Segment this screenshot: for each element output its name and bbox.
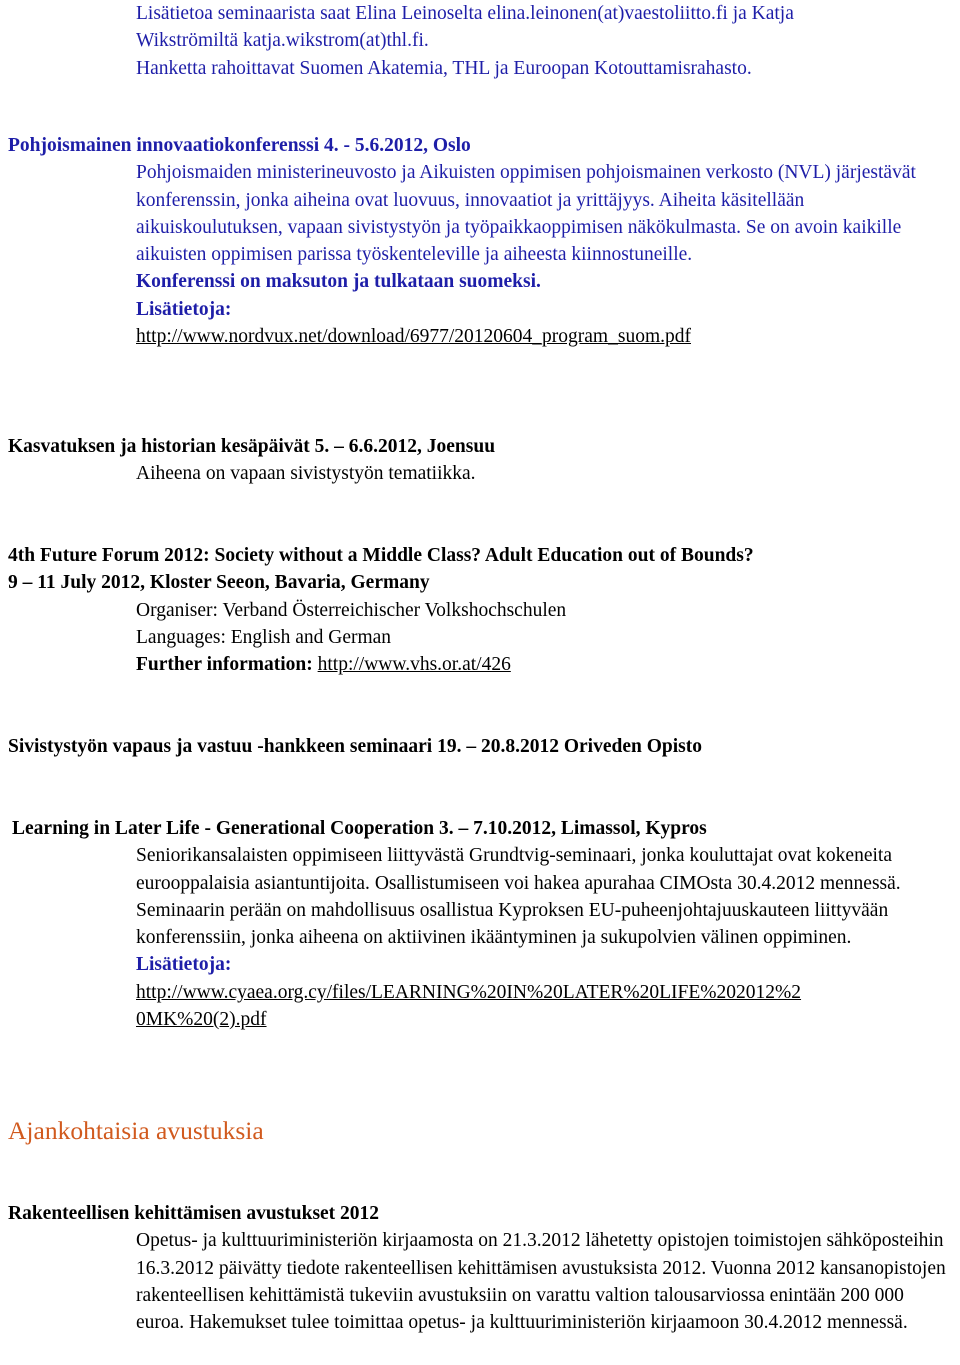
further-info-label: Further information: <box>136 654 313 676</box>
event-title: Pohjoismainen innovaatiokonferenssi 4. - 5.6.2012, Oslo <box>8 135 471 156</box>
event-education-history <box>8 433 958 488</box>
event-link-line-2[interactable]: 0MK%20(2).pdf <box>136 1009 267 1031</box>
event-title: Kasvatuksen ja historian kesäpäivät 5. – 6.6.2012, Joensuu <box>8 436 496 457</box>
grant-text-1: Opetus- ja kulttuuriministeriön kirjaamosta on 21.3.2012 lähetetty opistojen toimistojen sähköposteihin 16.3.2012 päivätty tiedote rakenteellisen kehittämisen avustuksista 2012. <box>136 1230 944 1279</box>
event-title: 4th Future Forum 2012: Society without a Middle Class? Adult Education out of Bounds? <box>8 545 754 566</box>
grant-title: Rakenteellisen kehittämisen avustukset 2012 <box>8 1203 380 1224</box>
event-learning-later-life <box>12 815 960 1033</box>
section-grants <box>8 1116 958 1146</box>
event-link-line-1[interactable]: http://www.cyaea.org.cy/files/LEARNING%20IN%20LATER%20LIFE%202012%2 <box>136 981 802 1003</box>
event-title: Learning in Later Life - Generational Cooperation 3. – 7.10.2012, Limassol, Kypros <box>12 818 707 839</box>
event-body <box>8 159 936 350</box>
event-link[interactable]: http://www.nordvux.net/download/6977/20120604_program_suom.pdf <box>136 326 691 348</box>
event-subtitle: 9 – 11 July 2012, Kloster Seeon, Bavaria, Germany <box>8 572 430 594</box>
event-future-forum <box>8 542 958 678</box>
event-text-1: Seniorikansalaisten oppimiseen liittyvästä Grundtvig-seminaari, jonka kouluttajat ovat kokeneita eurooppalaisia asiantuntijoita. <box>136 845 892 894</box>
grant-text-3: Hakemukset tulee toimittaa opetus- ja kulttuuriministeriön kirjaamoon 30.4.2012 mennessä. <box>189 1312 908 1334</box>
section-title: Ajankohtaisia avustuksia <box>8 1116 264 1145</box>
event-text-1: Pohjoismaiden ministerineuvosto ja Aikuisten oppimisen pohjoismainen verkosto (NVL) järjestävät konferenssin, jonka aiheina ovat luovuus, innovaatiot ja yrittäjyys. <box>136 162 916 211</box>
event-text-3: Se on avoin kaikille aikuisten oppimisen parissa työskenteleville ja aiheesta kiinnostuneille. <box>136 216 902 266</box>
event-text-3: Seminaarin perään on mahdollisuus osallistua Kyproksen EU-puheenjohtajuuskauteen liittyvään konferenssiin, jonka aiheena on aktiivinen ikääntyminen ja sukupolvien välinen oppiminen. <box>136 899 889 949</box>
event-link[interactable]: http://www.vhs.or.at/426 <box>317 654 511 676</box>
more-info-label: Lisätietoja: <box>136 298 232 320</box>
more-info-label: Lisätietoja: <box>136 954 232 976</box>
event-languages: Languages: English and German <box>136 626 392 648</box>
event-free-note: Konferenssi on maksuton ja tulkataan suomeksi. <box>136 271 541 293</box>
event-title: Sivistystyön vapaus ja vastuu -hankkeen seminaari 19. – 20.8.2012 Oriveden Opisto <box>8 736 702 757</box>
grant-structural-development <box>8 1200 958 1336</box>
intro-line-3: Hanketta rahoittavat Suomen Akatemia, THL ja Euroopan Kotouttamisrahasto. <box>136 57 752 79</box>
event-text: Aiheena on vapaan sivistystyön tematiikka. <box>136 463 476 485</box>
event-orivesi-seminar <box>8 733 958 760</box>
intro-block <box>0 0 960 82</box>
event-nordic-innovation <box>8 132 958 350</box>
event-organiser: Organiser: Verband Österreichischer Volkshochschulen <box>136 599 567 621</box>
intro-line-1: Lisätietoa seminaarista saat Elina Leinoselta elina.leinonen(at)vaestoliitto.fi ja Katja <box>136 3 794 24</box>
grant-text-2: Vuonna 2012 kansanopistojen rakenteellisen kehittämistä tukeviin avustuksiin on varattu valtion talousarviossa enintään 200 000 euroa. <box>136 1257 946 1334</box>
event-text-2: Aiheita käsitellään aikuiskoulutuksen, vapaan sivistystyön ja työpaikkaoppimisen näkökulmasta. <box>136 189 805 238</box>
intro-line-2: Wikströmiltä katja.wikstrom(at)thl.fi. <box>136 30 429 52</box>
event-text-2: Osallistumiseen voi hakea apurahaa CIMOsta 30.4.2012 mennessä. <box>374 872 901 894</box>
